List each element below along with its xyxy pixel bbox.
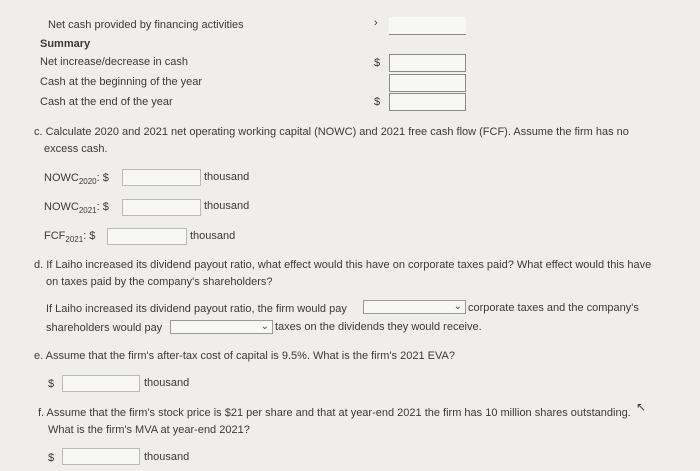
corporate-taxes-dropdown[interactable] (363, 300, 466, 314)
chevron-marker-icon: › (374, 17, 378, 29)
fcf-2021-input[interactable] (107, 228, 187, 245)
part-d-answer-line2-post: taxes on the dividends they would receive. (275, 321, 482, 333)
net-cash-financing-label: Net cash provided by financing activities (48, 19, 244, 31)
cash-end-dollar: $ (374, 96, 381, 108)
net-change-dollar: $ (374, 57, 381, 69)
cursor-icon: ↖ (636, 400, 647, 414)
part-d-answer-line2-pre: shareholders would pay (46, 322, 163, 334)
part-e-dollar: $ (48, 378, 55, 390)
part-f-question-line2: What is the firm's MVA at year-end 2021? (48, 424, 250, 436)
nowc-2021-input[interactable] (122, 199, 201, 216)
part-d-question-line1: d. If Laiho increased its dividend payout ratio, what effect would this have on corporate taxes paid? What effect would this have (34, 259, 652, 271)
cash-begin-input[interactable] (389, 74, 466, 92)
nowc-2021-unit: thousand (204, 200, 250, 212)
cash-end-input[interactable] (389, 93, 466, 111)
nowc-2021-label: $NOWC_{2021}$: $ (44, 201, 109, 215)
part-e-question: e. Assume that the firm's after-tax cost of capital is 9.5%. What is the firm's 2021 EVA? (34, 350, 455, 362)
part-d-question-line2: on taxes paid by the company's shareholders? (46, 276, 273, 288)
nowc-2020-unit: thousand (204, 171, 250, 183)
part-f-dollar: $ (48, 452, 55, 464)
cash-begin-label: Cash at the beginning of the year (40, 76, 203, 88)
part-c-question-line2: excess cash. (44, 143, 108, 155)
fcf-2021-unit: thousand (190, 230, 236, 242)
part-d-answer-line1-post: corporate taxes and the company's (468, 302, 639, 314)
chevron-down-icon: ⌄ (453, 301, 462, 312)
net-cash-financing-input[interactable] (389, 17, 466, 35)
shareholder-taxes-dropdown[interactable] (170, 320, 273, 334)
fcf-2021-label: $FCF_{2021}$: $ (44, 230, 96, 244)
eva-input[interactable] (62, 375, 140, 392)
part-e-unit: thousand (144, 377, 190, 389)
cash-end-label: Cash at the end of the year (40, 96, 173, 108)
net-change-input[interactable] (389, 54, 466, 72)
part-f-unit: thousand (144, 451, 190, 463)
net-change-label: Net increase/decrease in cash (40, 56, 188, 68)
nowc-2020-input[interactable] (122, 169, 201, 186)
chevron-down-icon: ⌄ (260, 321, 269, 332)
nowc-2020-label: $NOWC_{2020}$: $ (44, 172, 109, 186)
summary-heading: Summary (40, 38, 91, 50)
part-d-answer-line1-pre: If Laiho increased its dividend payout ratio, the firm would pay (46, 303, 347, 315)
part-c-question-line1: c. Calculate 2020 and 2021 net operating working capital (NOWC) and 2021 free cash flow (FCF). Assume the firm has no (34, 126, 629, 138)
mva-input[interactable] (62, 448, 140, 465)
part-f-question-line1: f. Assume that the firm's stock price is $21 per share and that at year-end 2021 the firm has 10 million shares outstanding. (38, 407, 631, 419)
